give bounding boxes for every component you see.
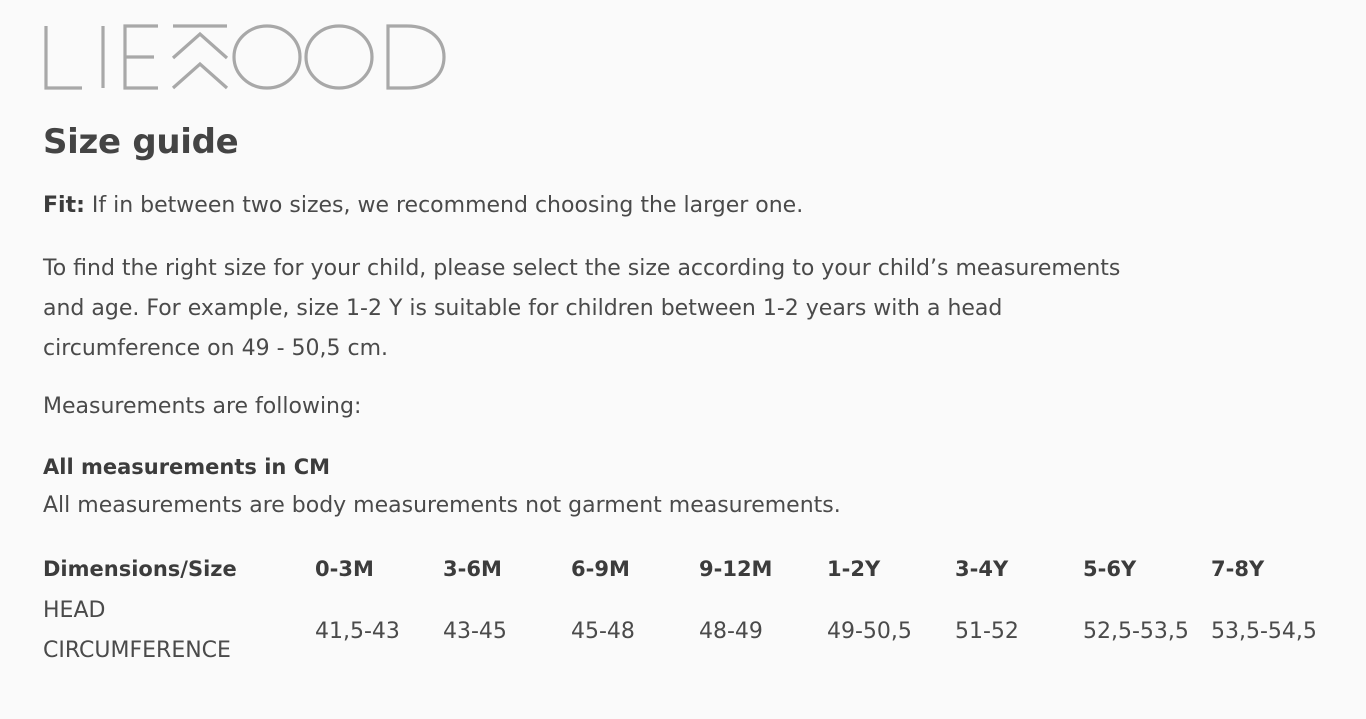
row-label-line: HEAD [43, 598, 106, 623]
table-cell: 45-48 [571, 618, 635, 644]
table-header-cell: 9-12M [699, 557, 773, 581]
intro-line: circumference on 49 - 50,5 cm. [43, 336, 388, 361]
table-header-row [43, 548, 1331, 590]
intro-paragraph [43, 249, 1243, 369]
table-cell: 49-50,5 [827, 618, 912, 644]
table-cell: 48-49 [699, 618, 763, 644]
fit-text: If in between two sizes, we recommend choosing the larger one. [91, 193, 804, 218]
page-title: Size guide [43, 122, 239, 162]
row-label-cell [43, 590, 315, 672]
intro-line: To find the right size for your child, please select the size according to your child’s measurements [43, 256, 1121, 281]
table-header-cell: 6-9M [571, 557, 630, 581]
measurements-following-text: Measurements are following: [43, 394, 362, 419]
table-cell: 52,5-53,5 [1083, 618, 1189, 644]
all-measurements-note: All measurements are body measurements not garment measurements. [43, 493, 841, 518]
fit-note [43, 190, 803, 222]
table-header-cell: 1-2Y [827, 557, 881, 581]
liewood-logo [43, 22, 449, 94]
table-cell: 53,5-54,5 [1211, 618, 1317, 644]
table-cell: 51-52 [955, 618, 1019, 644]
table-row [43, 590, 1331, 672]
table-header-cell: Dimensions/Size [43, 557, 237, 581]
all-measurements-heading: All measurements in CM [43, 455, 330, 479]
row-label-line: CIRCUMFERENCE [43, 638, 231, 663]
size-table [43, 548, 1331, 672]
table-header-cell: 7-8Y [1211, 557, 1265, 581]
table-header-cell: 0-3M [315, 557, 374, 581]
table-header-cell: 3-4Y [955, 557, 1009, 581]
table-cell: 41,5-43 [315, 618, 400, 644]
table-cell: 43-45 [443, 618, 507, 644]
intro-line: and age. For example, size 1-2 Y is suitable for children between 1-2 years with a head [43, 296, 1003, 321]
table-header-cell: 3-6M [443, 557, 502, 581]
fit-label: Fit: [43, 193, 85, 218]
table-header-cell: 5-6Y [1083, 557, 1137, 581]
